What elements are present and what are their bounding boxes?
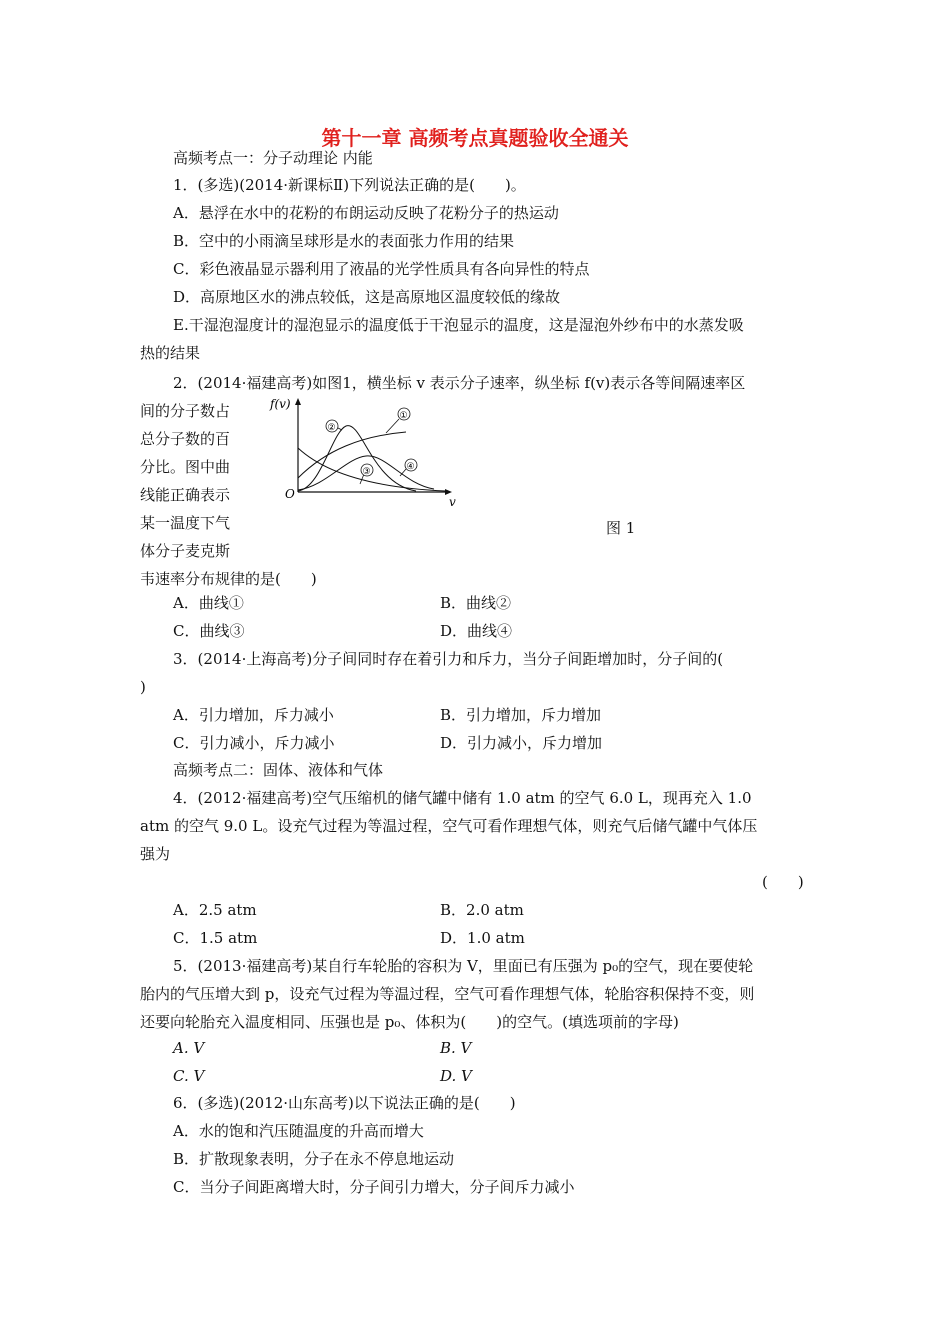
q2-stem: 2．(2014·福建高考)如图1，横坐标 v 表示分子速率，纵坐标 f(v)表示各等间隔速率区	[173, 374, 746, 392]
q2-option-c: C．曲线③	[173, 622, 245, 640]
q4-stem-cont: atm 的空气 9.0 L。设充气过程为等温过程，空气可看作理想气体，则充气后储气罐中气体压	[140, 817, 758, 835]
q5-option-c: C. V	[173, 1067, 205, 1085]
q2-wrap-line: 间的分子数占	[140, 402, 231, 420]
curve-1	[298, 432, 406, 478]
q3-option-a: A．引力增加，斥力减小	[173, 706, 334, 724]
q5-stem: 5．(2013·福建高考)某自行车轮胎的容积为 V，里面已有压强为 p₀的空气，现在要使轮	[173, 957, 754, 975]
origin-label: O	[285, 487, 295, 501]
q1-option-b: B．空中的小雨滴呈球形是水的表面张力作用的结果	[173, 232, 515, 250]
q3-option-c: C．引力减小，斥力减小	[173, 734, 335, 752]
q2-option-b: B．曲线②	[440, 594, 512, 612]
q5-option-b: B. V	[440, 1039, 472, 1057]
curve-label-4: ④	[406, 462, 415, 472]
q2-option-a: A．曲线①	[173, 594, 244, 612]
q4-stem: 4．(2012·福建高考)空气压缩机的储气罐中储有 1.0 atm 的空气 6.0 L，现再充入 1.0	[173, 789, 752, 807]
q2-wrap-line: 分比。图中曲	[140, 458, 231, 476]
q6-option-a: A．水的饱和汽压随温度的升高而增大	[173, 1122, 424, 1140]
q4-option-b: B．2.0 atm	[440, 901, 524, 919]
q5-stem-end: 还要向轮胎充入温度相同、压强也是 p₀、体积为( )的空气。(填选项前的字母)	[140, 1013, 679, 1031]
section-heading-1: 高频考点一：分子动理论 内能	[173, 149, 373, 167]
q6-option-c: C．当分子间距离增大时，分子间引力增大，分子间斥力减小	[173, 1178, 575, 1196]
q2-stem-end: 韦速率分布规律的是( )	[140, 570, 317, 588]
q6-option-b: B．扩散现象表明，分子在永不停息地运动	[173, 1150, 455, 1168]
q4-option-d: D．1.0 atm	[440, 929, 525, 947]
section-heading-2: 高频考点二：固体、液体和气体	[173, 761, 384, 779]
curve-label-3: ③	[362, 467, 371, 477]
chapter-title: 第十一章 高频考点真题验收全通关	[321, 126, 629, 150]
q3-stem-end: )	[140, 678, 146, 696]
q3-option-b: B．引力增加，斥力增加	[440, 706, 602, 724]
q2-option-d: D．曲线④	[440, 622, 513, 640]
q3-stem: 3．(2014·上海高考)分子间同时存在着引力和斥力，当分子间距增加时，分子间的(	[173, 650, 724, 668]
q4-answer-paren: ( )	[762, 873, 804, 891]
q1-option-e-cont: 热的结果	[140, 344, 201, 362]
y-axis-arrow	[295, 398, 301, 405]
q5-option-d: D. V	[440, 1067, 472, 1085]
q1-option-a: A．悬浮在水中的花粉的布朗运动反映了花粉分子的热运动	[173, 204, 559, 222]
q2-wrap-line: 线能正确表示	[140, 486, 231, 504]
q3-option-d: D．引力减小，斥力增加	[440, 734, 603, 752]
q2-wrap-line: 体分子麦克斯	[140, 542, 231, 560]
q2-wrap-line: 某一温度下气	[140, 514, 231, 532]
q1-option-c: C．彩色液晶显示器利用了液晶的光学性质具有各向异性的特点	[173, 260, 590, 278]
q1-stem: 1．(多选)(2014·新课标Ⅱ)下列说法正确的是( )。	[173, 176, 526, 194]
x-axis-label: v	[449, 495, 456, 509]
q4-option-a: A．2.5 atm	[173, 901, 257, 919]
q4-option-c: C．1.5 atm	[173, 929, 258, 947]
q4-stem-end: 强为	[140, 845, 171, 863]
q5-stem-cont: 胎内的气压增大到 p，设充气过程为等温过程，空气可看作理想气体，轮胎容积保持不变，则	[140, 985, 755, 1003]
q5-option-a: A. V	[173, 1039, 205, 1057]
q1-option-d: D．高原地区水的沸点较低，这是高原地区温度较低的缘故	[173, 288, 561, 306]
figure-1-graph	[266, 392, 466, 510]
q6-stem: 6．(多选)(2012·山东高考)以下说法正确的是( )	[173, 1094, 516, 1112]
y-axis-label: f(v)	[270, 397, 291, 411]
curve-label-2: ②	[327, 423, 336, 433]
curve-label-1: ①	[399, 411, 408, 421]
figure-1-caption: 图 1	[606, 519, 636, 537]
q1-option-e: E.干湿泡湿度计的湿泡显示的温度低于干泡显示的温度，这是湿泡外纱布中的水蒸发吸	[173, 316, 744, 334]
q2-wrap-line: 总分子数的百	[140, 430, 231, 448]
